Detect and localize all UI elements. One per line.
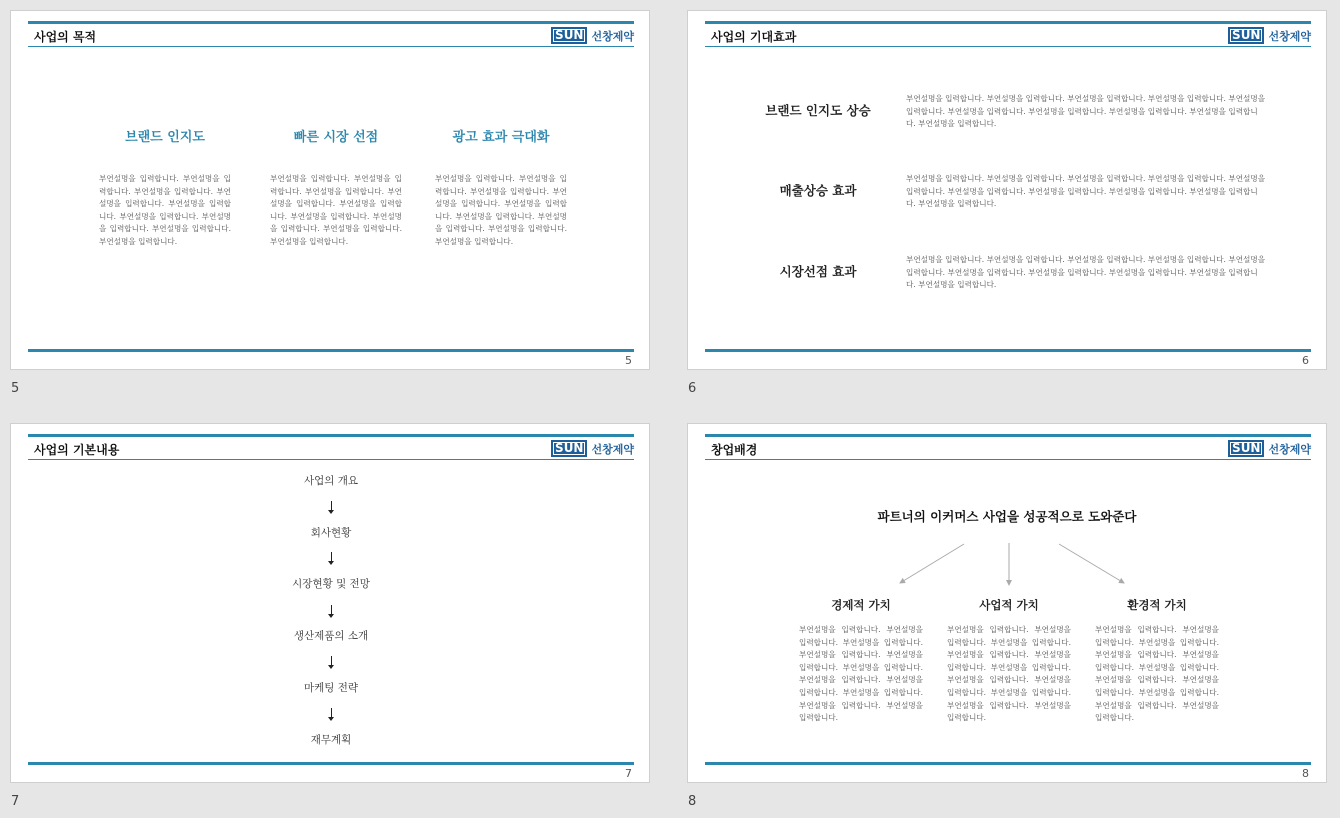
slide-number-label: 7 [11, 794, 20, 809]
company-logo [1228, 27, 1311, 44]
header-accent-line [28, 434, 634, 437]
page-number: 8 [1302, 767, 1309, 780]
purpose-column [431, 126, 571, 249]
down-arrow-icon [331, 708, 332, 718]
page-number: 6 [1302, 354, 1309, 367]
down-arrow-icon [331, 656, 332, 666]
row-heading: 매출상승 효과 [779, 183, 857, 198]
value-column [799, 597, 923, 725]
slide-title: 창업배경 [711, 443, 758, 457]
page-number: 5 [625, 354, 632, 367]
flow-step: 시장현황 및 전망 [292, 578, 370, 590]
arrow-right [1059, 544, 1124, 583]
title-divider [705, 46, 1311, 47]
slide-number-label: 6 [688, 381, 697, 396]
column-description: 부연설명을 입력합니다. 부연설명을 입력합니다. 부연설명을 입력합니다. 부연설명을 입력합니다. 부연설명을 입력합니다. 부연설명을 입력합니다. 부연설명을 입력합니다. 부연설명을 입력합니다. 부연설명을 입력합니다. [99, 174, 231, 246]
row-description: 부연설명을 입력합니다. 부연설명을 입력합니다. 부연설명을 입력합니다. 부연설명을 입력합니다. 부연설명을 입력합니다. 부연설명을 입력합니다. 부연설명을 입력합니다. 부연설명을 입력합니다. 부연설명을 입력합니다. 부연설명을 입력합니다. [906, 255, 1266, 289]
flow-step: 생산제품의 소개 [293, 630, 369, 642]
company-logo [551, 440, 634, 457]
header-accent-line [28, 21, 634, 24]
slide-thumbnail-8[interactable] [687, 423, 1327, 783]
footer-accent-line [28, 762, 634, 765]
column-heading: 경제적 가치 [831, 598, 891, 612]
column-description: 부연설명을 입력합니다. 부연설명을 입력합니다. 부연설명을 입력합니다. 부연설명을 입력합니다. 부연설명을 입력합니다. 부연설명을 입력합니다. 부연설명을 입력합니다. 부연설명을 입력합니다. 부연설명을 입력합니다. 부연설명을 입력합니다. 부연설명을 입력합니다. [947, 625, 1071, 723]
slide-thumbnail-6[interactable] [687, 10, 1327, 370]
value-column [1095, 597, 1219, 725]
down-arrow-icon [331, 605, 332, 615]
footer-accent-line [28, 349, 634, 352]
slide-title: 사업의 기대효과 [711, 30, 797, 44]
logo-name: 선창제약 [1268, 442, 1311, 456]
column-heading: 브랜드 인지도 [125, 130, 205, 145]
down-arrow-icon [331, 552, 332, 562]
row-heading: 시장선점 효과 [779, 264, 857, 279]
slide-number-label: 5 [11, 381, 20, 396]
footer-accent-line [705, 762, 1311, 765]
header-accent-line [705, 21, 1311, 24]
column-description: 부연설명을 입력합니다. 부연설명을 입력합니다. 부연설명을 입력합니다. 부연설명을 입력합니다. 부연설명을 입력합니다. 부연설명을 입력합니다. 부연설명을 입력합니다. 부연설명을 입력합니다. 부연설명을 입력합니다. 부연설명을 입력합니다. 부연설명을 입력합니다. [799, 625, 923, 723]
title-divider [28, 459, 634, 460]
logo-sun: SUN [551, 440, 587, 457]
logo-sun: SUN [1228, 440, 1264, 457]
slide-number-label: 8 [688, 794, 697, 809]
value-column [947, 597, 1071, 725]
flow-step: 마케팅 전략 [303, 682, 359, 694]
column-heading: 환경적 가치 [1127, 598, 1187, 612]
flow-step: 재무계획 [310, 734, 352, 746]
down-arrow-icon [331, 501, 332, 511]
logo-name: 선창제약 [1268, 29, 1311, 43]
arrow-left [900, 544, 964, 583]
column-heading: 빠른 시장 선점 [293, 130, 379, 145]
page-number: 7 [625, 767, 632, 780]
flow-step: 사업의 개요 [303, 475, 359, 487]
slide-title: 사업의 목적 [34, 30, 97, 44]
slide-thumbnail-5[interactable] [10, 10, 650, 370]
row-heading: 브랜드 인지도 상승 [765, 103, 871, 118]
logo-name: 선창제약 [591, 442, 634, 456]
slide-thumbnail-7[interactable] [10, 423, 650, 783]
headline: 파트너의 이커머스 사업을 성공적으로 도와준다 [877, 509, 1137, 524]
column-description: 부연설명을 입력합니다. 부연설명을 입력합니다. 부연설명을 입력합니다. 부연설명을 입력합니다. 부연설명을 입력합니다. 부연설명을 입력합니다. 부연설명을 입력합니다. 부연설명을 입력합니다. 부연설명을 입력합니다. [435, 174, 567, 246]
logo-sun: SUN [551, 27, 587, 44]
row-description: 부연설명을 입력합니다. 부연설명을 입력합니다. 부연설명을 입력합니다. 부연설명을 입력합니다. 부연설명을 입력합니다. 부연설명을 입력합니다. 부연설명을 입력합니다. 부연설명을 입력합니다. 부연설명을 입력합니다. 부연설명을 입력합니다. [906, 174, 1266, 208]
footer-accent-line [705, 349, 1311, 352]
purpose-column [266, 126, 406, 249]
column-heading: 광고 효과 극대화 [452, 130, 550, 145]
logo-sun: SUN [1228, 27, 1264, 44]
column-description: 부연설명을 입력합니다. 부연설명을 입력합니다. 부연설명을 입력합니다. 부연설명을 입력합니다. 부연설명을 입력합니다. 부연설명을 입력합니다. 부연설명을 입력합니다. 부연설명을 입력합니다. 부연설명을 입력합니다. [270, 174, 402, 246]
flow-step: 회사현황 [310, 527, 352, 539]
row-description: 부연설명을 입력합니다. 부연설명을 입력합니다. 부연설명을 입력합니다. 부연설명을 입력합니다. 부연설명을 입력합니다. 부연설명을 입력합니다. 부연설명을 입력합니다. 부연설명을 입력합니다. 부연설명을 입력합니다. 부연설명을 입력합니다. [906, 94, 1266, 128]
column-description: 부연설명을 입력합니다. 부연설명을 입력합니다. 부연설명을 입력합니다. 부연설명을 입력합니다. 부연설명을 입력합니다. 부연설명을 입력합니다. 부연설명을 입력합니다. 부연설명을 입력합니다. 부연설명을 입력합니다. 부연설명을 입력합니다. 부연설명을 입력합니다. [1095, 625, 1219, 723]
title-divider [28, 46, 634, 47]
purpose-column [95, 126, 235, 249]
slide-title: 사업의 기본내용 [34, 443, 120, 457]
logo-name: 선창제약 [591, 29, 634, 43]
column-heading: 사업적 가치 [979, 598, 1039, 612]
company-logo [551, 27, 634, 44]
